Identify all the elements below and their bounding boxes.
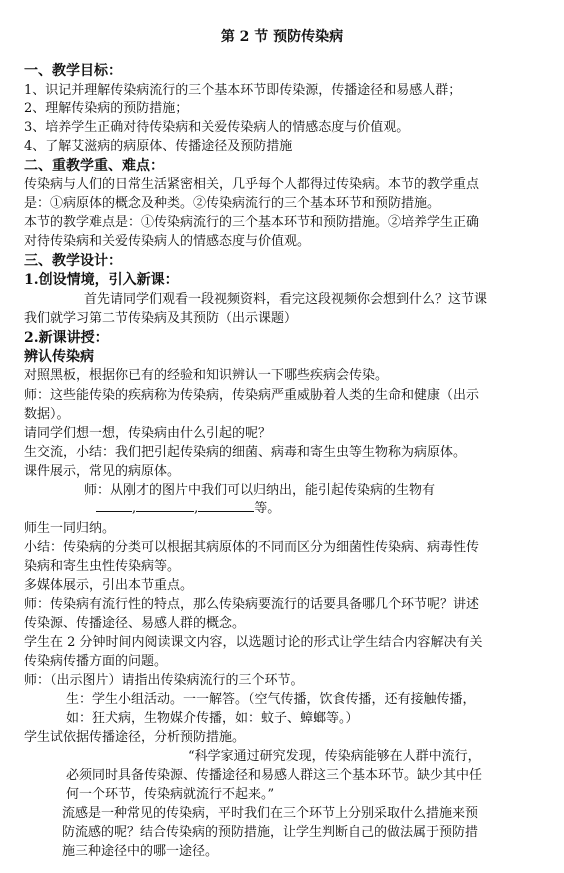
- paragraph-line: 传染病传播方面的问题。: [24, 654, 168, 669]
- paragraph-line: 生：学生小组活动。一一解答。（空气传播，饮食传播，还有接触传播，: [66, 692, 476, 707]
- paragraph-line: 施三种途径中的哪一途径。: [62, 844, 219, 859]
- answer-blank: [136, 499, 194, 512]
- answer-blank: [96, 499, 132, 512]
- paragraph-line: 师：传染病有流行性的特点，那么传染病要流行的话要具备哪几个环节呢？讲述: [24, 597, 480, 612]
- fill-in-blanks-line: , , 等。: [96, 499, 280, 518]
- paragraph-line: 是：①病原体的概念及种类。②传染病流行的三个基本环节和预防措施。: [24, 196, 441, 211]
- quote-line: 必须同时具备传染源、传播途径和易感人群这三个基本环节。缺少其中任: [66, 768, 483, 783]
- paragraph-line: 请同学们想一想，传染病由什么引起的呢？: [24, 426, 272, 441]
- paragraph-line: 传染病与人们的日常生活紧密相关，几乎每个人都得过传染病。本节的教学重点: [24, 177, 480, 192]
- paragraph-line: 本节的教学难点是：①传染病流行的三个基本环节和预防措施。②培养学生正确: [24, 215, 480, 230]
- subheading-new-lesson: 2.新课讲授：: [24, 330, 109, 346]
- paragraph-line: 师生一同归纳。: [24, 521, 116, 536]
- paragraph-line: 我们就学习第二节传染病及其预防（出示课题）: [24, 311, 298, 326]
- paragraph-line: 小结：传染病的分类可以根据其病原体的不同而区分为细菌性传染病、病毒性传: [24, 540, 480, 555]
- paragraph-line: 对照黑板，根据你已有的经验和知识辨认一下哪些疾病会传染。: [24, 368, 389, 383]
- paragraph-line: 流感是一种常见的传染病，平时我们在三个环节上分别采取什么措施来预: [62, 806, 479, 821]
- answer-blank: [198, 499, 254, 512]
- paragraph-line: 生交流，小结：我们把引起传染病的细菌、病毒和寄生虫等生物称为病原体。: [24, 445, 467, 460]
- section-heading-key-points: 二、重教学重、难点：: [24, 158, 164, 174]
- paragraph-line: 数据）。: [24, 407, 70, 422]
- paragraph-line: 多媒体展示，引出本节重点。: [24, 578, 194, 593]
- section-heading-objectives: 一、教学目标：: [24, 63, 122, 79]
- paragraph-line: 传染源、传播途径、易感人群的概念。: [24, 616, 246, 631]
- paragraph-line: 师：（出示图片）请指出传染病流行的三个环节。: [24, 673, 304, 688]
- paragraph-line: 学生试依据传播途径，分析预防措施。: [24, 730, 246, 745]
- paragraph-line: 学生在 2 分钟时间内阅读课文内容，以选题讨论的形式让学生结合内容解决有关: [24, 635, 483, 650]
- quote-line: “科学家通过研究发现，传染病能够在人群中流行，: [188, 749, 481, 764]
- paragraph-line: 如：狂犬病，生物媒介传播，如：蚊子、蟑螂等。）: [66, 711, 359, 726]
- paragraph-line: 防流感的呢？结合传染病的预防措施，让学生判断自己的做法属于预防措: [62, 825, 479, 840]
- blank-suffix: 等。: [254, 501, 281, 516]
- objective-item: 3、培养学生正确对待传染病和关爱传染病人的情感态度与价值观。: [24, 120, 410, 135]
- page-title: 第 2 节 预防传染病: [220, 29, 344, 45]
- quote-line: 何一个环节，传染病就流行不起来。”: [66, 787, 275, 802]
- paragraph-line: 首先请同学们观看一段视频资料，看完这段视频你会想到什么？这节课: [84, 292, 488, 307]
- section-heading-design: 三、教学设计：: [24, 253, 122, 269]
- subheading-identify: 辨认传染病: [24, 349, 94, 365]
- paragraph-line: 课件展示，常见的病原体。: [24, 464, 181, 479]
- objective-item: 1、识记并理解传染病流行的三个基本环节即传染源，传播途径和易感人群；: [24, 83, 462, 98]
- objective-item: 4、了解艾滋病的病原体、传播途径及预防措施: [24, 139, 293, 154]
- objective-item: 2、理解传染病的预防措施；: [24, 101, 189, 116]
- paragraph-line: 师：从刚才的图片中我们可以归纳出，能引起传染病的生物有: [84, 483, 436, 498]
- paragraph-line: 师：这些能传染的疾病称为传染病，传染病严重威胁着人类的生命和健康（出示: [24, 388, 480, 403]
- paragraph-line: 对待传染病和关爱传染病人的情感态度与价值观。: [24, 234, 311, 249]
- subheading-intro: 1.创设情境，引入新课：: [24, 272, 179, 288]
- paragraph-line: 染病和寄生虫性传染病等。: [24, 559, 181, 574]
